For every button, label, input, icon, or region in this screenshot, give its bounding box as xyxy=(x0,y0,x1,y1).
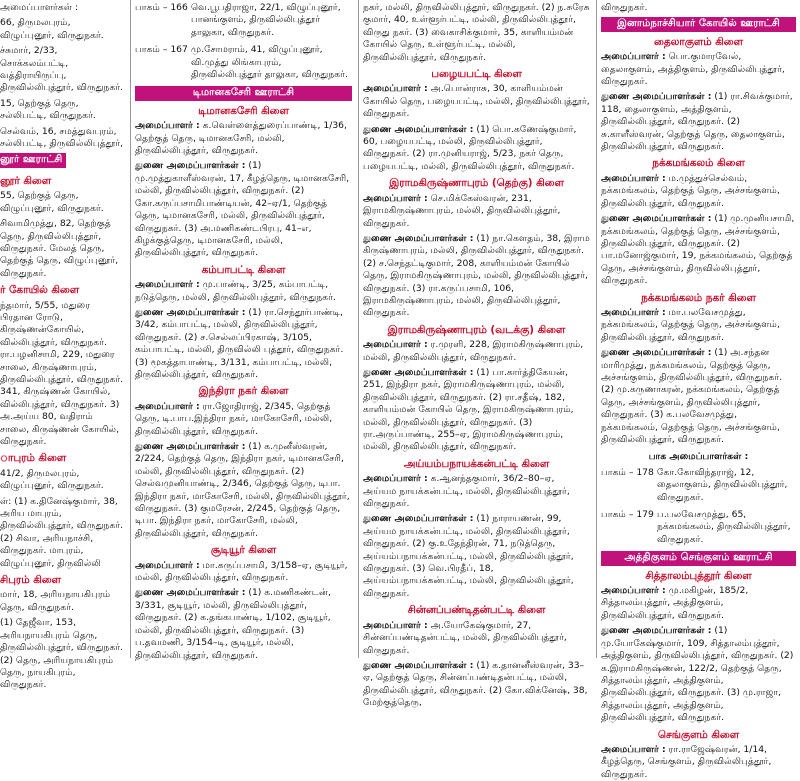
organiser-text: ம.முத்துச்செல்வம், நக்கமங்கலம், தெற்குத் தெரு, அச்சங்குளம், திருவில்லிபுத்தூர், விருதுநகர். xyxy=(601,172,780,209)
col1-text-3: ச்சுமார், 2/33, சொக்கலம்பட்டி, வத்திராயிருப்பு, திருவில்லிபுத்தூர், விருதுநகர். xyxy=(0,45,124,94)
booth-number: பாகம் – 167 xyxy=(135,44,188,56)
deputy-para xyxy=(363,124,590,174)
col1-branch-heading-2: ர் கோயில் கிளை xyxy=(0,284,80,297)
col4-panchayat-band-2: அத்திகுளம் செங்குளம் ஊராட்சி xyxy=(601,551,796,565)
deputy-label: துணை அமைப்பாளர்கள் : xyxy=(363,232,474,244)
organiser-label: அமைப்பாளர் : xyxy=(135,120,200,132)
booth-organisers-title: பாக அமைப்பாளர்கள் : xyxy=(648,451,749,463)
booth-entry xyxy=(135,2,352,39)
deputy-para xyxy=(363,233,590,320)
organiser-text: ரா.ஜோதிராஜ், 2/345, தெற்குத் தெரு, டி.பாப.இந்திரா நகர், மாகோசேரி, மல்லி, திருவில்லிபுத்தூர், விருதுநகர். xyxy=(135,400,333,437)
col3-branch-heading-4: அய்யம்பநாயக்கன்பட்டி கிளை xyxy=(403,457,550,470)
organiser-label: அமைப்பாளர் : xyxy=(363,83,428,95)
booth-entry xyxy=(601,467,796,504)
organiser-label: அமைப்பாளர் : xyxy=(601,743,666,755)
organiser-text: க.ஆனந்தகுமார், 36/2–80–ஏ, அய்யம நாயக்கன்பட்டி, மல்லி, திருவில்லிபுத்தூர், விருதுநகர். xyxy=(363,473,570,510)
booth-number: பாகம் – 178 xyxy=(601,466,654,478)
organiser-label: அமைப்பாளர் : xyxy=(135,559,200,571)
col1-text-1: அமைப்பாளர்கள் : xyxy=(0,2,79,13)
organiser-label: அமைப்பாளர் : xyxy=(363,339,428,351)
deputy-para xyxy=(601,91,796,153)
col1-panchayat-band: னூர் ஊராட்சி xyxy=(0,153,66,167)
col1-text-8: ந்தமார், 5/55, மதுரை பிரதான ரோடு, கிருஷ்ணன்கோயில், வில்லிபுத்தூர், விருதுநகர். ரா.பழனிசாமி, 229, மதுரை சாலை, கிருஷ்ணாபுரம், திருவில்லிபுத்தூர், விருதுநகர். 341, கிருஷ்ணன் கோயில், வில்லிபுத்தூர், விருதுநகர். 3) அ.அய்ய 80, வதிராம் சாலை, கிருஷ்ணன் கோயில், விருதுநகர். xyxy=(0,299,124,447)
col3-branch-heading-3: இராமகிருஷ்ணாபுரம் (வடக்கு) கிளை xyxy=(387,323,566,336)
col4-text-1: விருதுநகர். xyxy=(601,2,648,13)
deputy-text: (1) பா.கார்த்திகேயன், 251, இந்திரா நகர், இராமகிருஷ்ணாபுரம், மல்லி, திருவில்லிபுத்தூர், விருதுநகர். (2) ரா.சதீஷ், 182, காளியம்மன் கோயில் தெரு, இராமகிருஷ்ணாபுரம், மல்லி, திருவில்லிபுத்தூர், விருதுநகர். (3) ரா.அருப்பாண்டி, 255–ஏ, இராமகிருஷ்ணாபுரம், மல்லி, திருவில்லிபுத்தூர், விருதுநகர். xyxy=(363,366,574,453)
deputy-label: துணை அமைப்பாளர்கள் : xyxy=(135,441,246,452)
organiser-text: மு.மகிழன், 185/2, சித்தாலம்புத்தூர், அத்திகுளம், திருவில்லிபுத்தூர், விருதுநகர். xyxy=(601,585,749,621)
organiser-para xyxy=(135,120,352,157)
organiser-para xyxy=(601,307,796,344)
organiser-label: அமைப்பாளர் : xyxy=(135,400,200,412)
organiser-para xyxy=(135,279,352,304)
deputy-text: (1) க.முனீஸ்வரன், 2/224, தெற்குத் தெரு, இந்திரா நகர், டிமானகசேரி, மல்லி, திருவில்லிபுத்தூர், விருதுநகர். (2) செல்வமுனியாண்டி, 2/346, தெற்குத் தெரு, டிபா. இந்திரா நகர், மாகோசேரி, மல்லி, திருவில்லிபுத்தூர், விருதுநகர். (3) குமரேசன், 2/245, தெற்குத் தெரு, டிபா. இந்திரா நகர், மாகோசேரி, மல்லி, திருவில்லிபுத்தூர், விருதுநகர். xyxy=(135,441,350,539)
deputy-para xyxy=(135,160,352,259)
col2-branch-heading-4: சூடியூர் கிளை xyxy=(210,544,277,557)
organiser-label: அமைப்பாளர் : xyxy=(363,192,428,204)
column-1 xyxy=(0,0,128,691)
organiser-para xyxy=(363,473,590,510)
col3-text-1: நகர், மல்லி, திருவில்லிபுத்தூர், விருதுநகர். (2) ந.சுரேசு குமார், 40, உள்ளூர்பட்டி, மல்லி, திருவில்லிபுத்தூர், விருது நகர். (3) வைகாசிக்குமார், 35, காளியம்மன் கோயில் தெரு, உள்ளூர்பட்டி, மல்லி, திருவில்லிபுத்தூர், விருதுநகர். xyxy=(363,2,590,63)
deputy-para xyxy=(601,625,796,724)
organiser-para xyxy=(601,173,796,210)
col4-branch-heading-3: நக்கமங்கலம் நகர் கிளை xyxy=(641,291,756,304)
organiser-label: அமைப்பாளர் : xyxy=(601,51,666,63)
deputy-text: (1) நாராயணன், 99, அய்யம நாயக்கன்பட்டி, மல்லி, திருவில்லிபுத்தூர், விருதுநகர். (2) கு.உதேந்திரன், 71, நடுத்தெரு, அய்யம்பநாயக்கன்பட்டி, மல்லி, திருவில்லிபுத்தூர், விருதுநகர். (3) வெ.பிரதீப், 18, அய்யம்பநாயக்கன்பட்டி, மல்லி, திருவில்லிபுத்தூர், விருதுநகர். xyxy=(363,513,574,599)
deputy-para xyxy=(363,513,590,600)
organiser-text: ரா.ராஜேஷ்வரன், 1/14, கீழத்தெரு, செங்குளம், திருவில்லிபுத்தூர், விருதுநகர். xyxy=(601,743,772,780)
organiser-label: அமைப்பாளர் : xyxy=(601,172,666,184)
col1-branch-heading-4: சிபுரம் கிளை xyxy=(0,574,61,587)
organiser-text: பொ.குமாரவேல், தைலாகுளம், அத்திகுளம், திருவில்லிபுத்தூர், விருதுநகர். xyxy=(601,51,785,88)
column-2 xyxy=(130,0,356,661)
deputy-text: (1) க.தானனீஸ்வரன், 33–ஏ, தெற்குத் தெரு, சின்னப்பண்டிதன்பட்டி, மல்லி, திருவில்லிபுத்தூர், விருதுநகர். (2) கோ.விக்னேஷ், 38, மேற்குத்தெரு, xyxy=(363,659,588,709)
col4-branch-heading-2: நக்கமங்கலம் கிளை xyxy=(652,157,745,170)
deputy-label: துணை அமைப்பாளர்கள் : xyxy=(601,213,712,225)
organiser-text: மா.கருப்பசாமி, 3/158–ஏ, சூடியூர், மல்லி, திருவில்லிபுத்தூர், விருதுநகர். xyxy=(135,559,348,584)
organiser-para xyxy=(135,560,352,585)
deputy-para xyxy=(363,660,590,710)
col4-panchayat-band-1: இனாம்நாச்சியார் கோயில் ஊராட்சி xyxy=(601,17,796,31)
organiser-para xyxy=(601,51,796,88)
col1-text-7: சிவாமிமுத்து, 82, தெற்குத் தெரு, திருவில்லிபுத்தூர், விருதுநகர். மேலத் தெரு, தெற்குத் தெரு, விழுப்புனூர், விருதுநகர். xyxy=(0,218,119,279)
deputy-label: துணை அமைப்பாளர்கள் : xyxy=(363,659,474,671)
booth-number: பாகம் – 179 xyxy=(601,509,654,521)
deputy-label: துணை அமைப்பாளர்கள் : xyxy=(601,625,712,637)
deputy-label: துணை அமைப்பாளர்கள் : xyxy=(363,366,474,378)
organiser-label: அமைப்பாளர் : xyxy=(363,473,428,485)
organiser-para xyxy=(601,744,796,781)
booth-organiser: மு.சோமராம், 41, விழுப்புனூர், வி.முத்து லிங்காபுரம், திருவில்லிபுத்தூர் தாலுகா, விருதுநகர். xyxy=(191,44,348,81)
col4-branch-heading-5: செங்குளம் கிளை xyxy=(657,728,740,741)
col2-branch-heading-3: இந்திரா நகர் கிளை xyxy=(198,385,289,398)
organiser-text: மா.பலவேசமுத்து, நக்கமங்கலம், தெற்குத் தெரு, அச்சங்குளம், திருவில்லிபுத்தூர், விருதுநகர். xyxy=(601,306,780,343)
organiser-label: அமைப்பாளர் : xyxy=(601,585,666,597)
deputy-label: துணை அமைப்பாளர்கள் : xyxy=(135,306,246,318)
organiser-para xyxy=(135,401,352,438)
deputy-label: துணை அமைப்பாளர்கள் : xyxy=(601,91,712,103)
deputy-para xyxy=(135,307,352,381)
deputy-text: (1) மு.யோகேஷ்குமார், 109, சித்தாலம்புத்தூர், அத்திகுளம், திருவில்லிபுத்தூர், விருதுநகர். (2) க.இராமகிருஷ்ணன், 122/2, தெற்குத் தெரு, சித்தாலம்புத்தூர், அத்திகுளம், திருவில்லிபுத்தூர், விருதுநகர். (3) மு.ராஜா, சித்தாலம்புத்தூர், அத்திகுளம், திருவில்லிபுத்தூர், விருதுநகர். xyxy=(601,625,794,724)
organiser-para xyxy=(363,83,590,120)
column-4 xyxy=(596,0,800,780)
column-3 xyxy=(358,0,594,709)
col1-text-9: 41/2, திருமலபுரம், விழுப்புனூர், விருதுநகர். xyxy=(0,467,104,492)
deputy-text: (1) க.மணிகண்டன், 3/331, சூடியூர், மல்லி, திருவில்லிபுத்தூர், விருதுநகர். (2) க.தங்கபாண்டி, 1/102, சூடியூர், மல்லி, திருவில்லிபுத்தூர், விருதுநகர். (3) ப.தவமணி, 3/154–டி, சூடியூர், மல்லி, திருவில்லிபுத்தூர், விருதுநகர். xyxy=(135,587,331,661)
col4-branch-heading-4: சித்தாலம்புத்தூர் கிளை xyxy=(645,569,752,582)
deputy-para xyxy=(135,587,352,661)
col3-branch-heading-5: சின்னப்பண்டிதன்பட்டி கிளை xyxy=(407,604,546,617)
deputy-text: (1) அ.சந்தன மாரிமுத்து, நக்கமங்கலம், தெற்குத் தெரு, அச்சங்குளம், திருவில்லிபுத்தூர், விருதுநகர். (2) மு.கருணாகரன், நக்கமங்கலம், தெற்குத் தெரு, அச்சங்குளம், திருவில்லிபுத்தூர், விருதுநகர். (3) க.பலவேசமுத்து, நக்கமங்கலம், தெற்குத் தெரு, அச்சங்குளம், திருவில்லிபுத்தூர், விருதுநகர். xyxy=(601,347,783,445)
deputy-label: துணை அமைப்பாளர்கள் : xyxy=(135,160,246,172)
col4-branch-heading-1: தைலாகுளம் கிளை xyxy=(654,35,743,48)
organiser-label: அமைப்பாளர் : xyxy=(363,619,428,631)
col2-branch-heading-2: கம்பாபட்டி கிளை xyxy=(201,263,286,276)
booth-organiser: வெ.பூபதிராஜா, 22/1, விழுப்புனூர், பானங்குளம், திருவில்லிபுத்தூர் தாலுகா, விருதுநகர். xyxy=(191,2,341,38)
organiser-para xyxy=(363,193,590,230)
col2-branch-heading-1: டிமானகசேரி கிளை xyxy=(198,104,289,117)
deputy-text: (1) ரா.சிவக்குமார், 118, தைலாகுளம், அத்திகுளம், திருவில்லிபுத்தூர், விருதுநகர். (2) சு.காளீஸ்வரன், தெற்குத் தெரு, தைலாகுளம், திருவில்லிபுத்தூர், விருதுநகர். xyxy=(601,91,793,153)
deputy-label: துணை அமைப்பாளர்கள் : xyxy=(363,513,474,525)
deputy-label: துணை அமைப்பாளர்கள் : xyxy=(135,587,246,599)
deputy-para xyxy=(601,347,796,446)
deputy-text: (1) மு.முனியசாமி, நக்கமங்கலம், தெற்குத் தெரு, அச்சங்குளம், திருவில்லிபுத்தூர், விருதுநகர். (2) பா.மனோஜ்குமார், 19, நக்கமங்கலம், தெற்குத் தெரு, அச்சங்குளம், திருவில்லிபுத்தூர், விருதுநகர். xyxy=(601,213,795,287)
col1-branch-heading-3: ாபுரம் கிளை xyxy=(0,452,67,465)
booth-entry xyxy=(135,44,352,81)
booth-entry xyxy=(601,509,796,546)
booth-organiser: கோ.கோவிந்தராஜ், 12, தைலாகுளம், திருவில்லிபுத்தூர், விருதுநகர். xyxy=(657,466,788,503)
col1-text-4: 15, தெற்குத் தெரு, சல்லிபட்டி, விருதுநகர். xyxy=(0,97,96,122)
col1-text-11: மார், 18, அரியநாயகிபுரம் தெரு, விருதுநகர். xyxy=(0,589,111,613)
col1-text-12: (1) தேஜீவா, 153, அரியநாயகிபுரம் தெரு, திருவில்லிபுத்தூர், விருதுநகர். (2) தெரு, அரியநாயகிபுரம் தெரு, நாயகிபுரம், விருதுநகர். xyxy=(0,617,124,691)
deputy-para xyxy=(363,367,590,454)
organiser-label: அமைப்பாளர் : xyxy=(601,306,666,318)
organiser-text: அ.யோகேஷ்குமார், 27, சின்னப்பண்டிதன்பட்டி, மல்லி, திருவில்லிபுத்தூர், விருதுநகர். xyxy=(363,619,567,656)
deputy-label: துணை அமைப்பாளர்கள் : xyxy=(363,123,474,135)
col1-branch-heading-1: னூர் கிளை xyxy=(0,174,52,187)
organiser-label: அமைப்பாளர் : xyxy=(135,279,200,291)
col2-panchayat-band: டிமானகசேரி ஊராட்சி xyxy=(135,86,352,100)
organiser-text: க.வெள்ளைத்துரைப்பாண்டி, 1/36, தெற்குத் தெரு, டிமானகசேரி, மல்லி, திருவில்லிபுத்தூர், விருதுநகர். xyxy=(135,120,347,157)
organiser-text: ர.முரளி, 228, இராமகிருஷ்ணாபுரம், மல்லி, திருவில்லிபுத்தூர், விருதுநகர். xyxy=(363,339,584,363)
deputy-para xyxy=(601,213,796,287)
organiser-para xyxy=(363,339,590,364)
organiser-text: மு.பாண்டி, 3/25, கம்பாபட்டி, நடுத்தெரு, மல்லி, திருவில்லிபுத்தூர், விருதுநகர். xyxy=(135,279,336,303)
col1-text-5: செல்வம், 16, சமத்துவபுரம், சல்லிபட்டி, திருவில்லிபுத்தூர், xyxy=(0,125,124,150)
deputy-text: (1) ரா.செந்தூர்பாண்டி, 3/42, கம்பாபட்டி, மல்லி, திருவில்லிபுத்தூர், விருதுநகர். (2) ச.செல்லப்பிரகாஷ், 3/105, கம்பாபட்டி, மல்லி, திருவில்லி புத்தூர், விருதுநகர். (3) மூகத்தாபாண்டி, 3/131, கம்பாபட்டி, மல்லி, திருவில்லிபுத்தூர், விருதுநகர். xyxy=(135,306,344,380)
deputy-para xyxy=(135,441,352,540)
deputy-text: (1) மு.முத்துகாளீஸ்வரன், 17, கீழத்தெரு, டிமானகசேரி, மல்லி, திருவில்லிபுத்தூர், விருதுநகர். (2) கோ.கருப்பசாமிபாண்டியன், 42–ஏ/1, தெற்குத் தெரு, டிமானகசேரி, மல்லி, திருவில்லிபுத்தூர், விருதுநகர். (3) அ.மணிகண்டபிரபு, 41–எ, கிழக்குத்தெரு, டிமானகசேரி, மல்லி, திருவில்லிபுத்தூர், விருதுநகர். xyxy=(135,160,350,259)
col1-text-10: ள்: (1) க.தினேஷ்குமார், 38, அரிய மாபுரம், திருவில்லிபுத்தூர், விருதுநகர். (2) சிவா, அரியநாச்சி, விருதுநகர். மாபுரம், விழுப்புனூர், திருவில்லி xyxy=(0,495,124,569)
booth-organiser: ப.பலவேசமுத்து, 65, நக்கமங்கலம், திருவில்லிபுத்தூர், விருதுநகர். xyxy=(657,509,791,545)
organiser-para xyxy=(363,620,590,657)
booth-number: பாகம் – 166 xyxy=(135,2,188,13)
organiser-text: செ.மிக்கேஸ்வரன், 231, இராமகிருஷ்ணாபுரம், மல்லி, திருவில்லிபுத்தூர், விருதுநகர். xyxy=(363,192,561,229)
col1-text-6: 55, தெற்குத் தெரு, விழுப்புனூர், விருதுநகர். xyxy=(0,190,104,214)
col3-branch-heading-1: பழையபட்டி கிளை xyxy=(431,68,522,81)
deputy-text: (1) நா.கௌதம், 38, இராம கிருஷ்ணாபுரம், மல்லி, திருவில்லிபுத்தூர், விருதுநகர். (2) ச.செந்தட்டிகுமார், 208, காளியம்மன் கோயில் தெரு, இராமகிருஷ்ணாபுரம், மல்லி, திருவில்லிபுத்தூர், விருதுநகர். (3) ரா.கருப்பசாமி, 106, இராமகிருஷ்ணாபுரம், மல்லி, திருவில்லிபுத்தூர், விருதுநகர். xyxy=(363,232,590,319)
deputy-text: (1) பொ.கணேஷ்குமார், 60, பழையபட்டி, மல்லி, திருவில்லிபுத்தூர், விருதுநகர். (2) ரா.முனியராஜ், 5/23, நகர் தெரு, பழையபட்டி, மல்லி, திருவில்லிபுத்தூர், விருதுநகர். xyxy=(363,123,577,172)
col3-branch-heading-2: இராமகிருஷ்ணாபுரம் (தெற்கு) கிளை xyxy=(389,177,564,190)
organiser-text: அ.பொன்ராசு, 30, காளியம்மன் கோயில் தெரு, பழையபட்டி, மல்லி, திருவில்லிபுத்தூர், விருதுநகர். xyxy=(363,83,590,120)
organiser-para xyxy=(601,585,796,622)
col1-text-2: 66, திருமலபுரம், விழுப்புனூர், விருதுநகர். xyxy=(0,17,104,41)
deputy-label: துணை அமைப்பாளர்கள் : xyxy=(601,347,712,359)
